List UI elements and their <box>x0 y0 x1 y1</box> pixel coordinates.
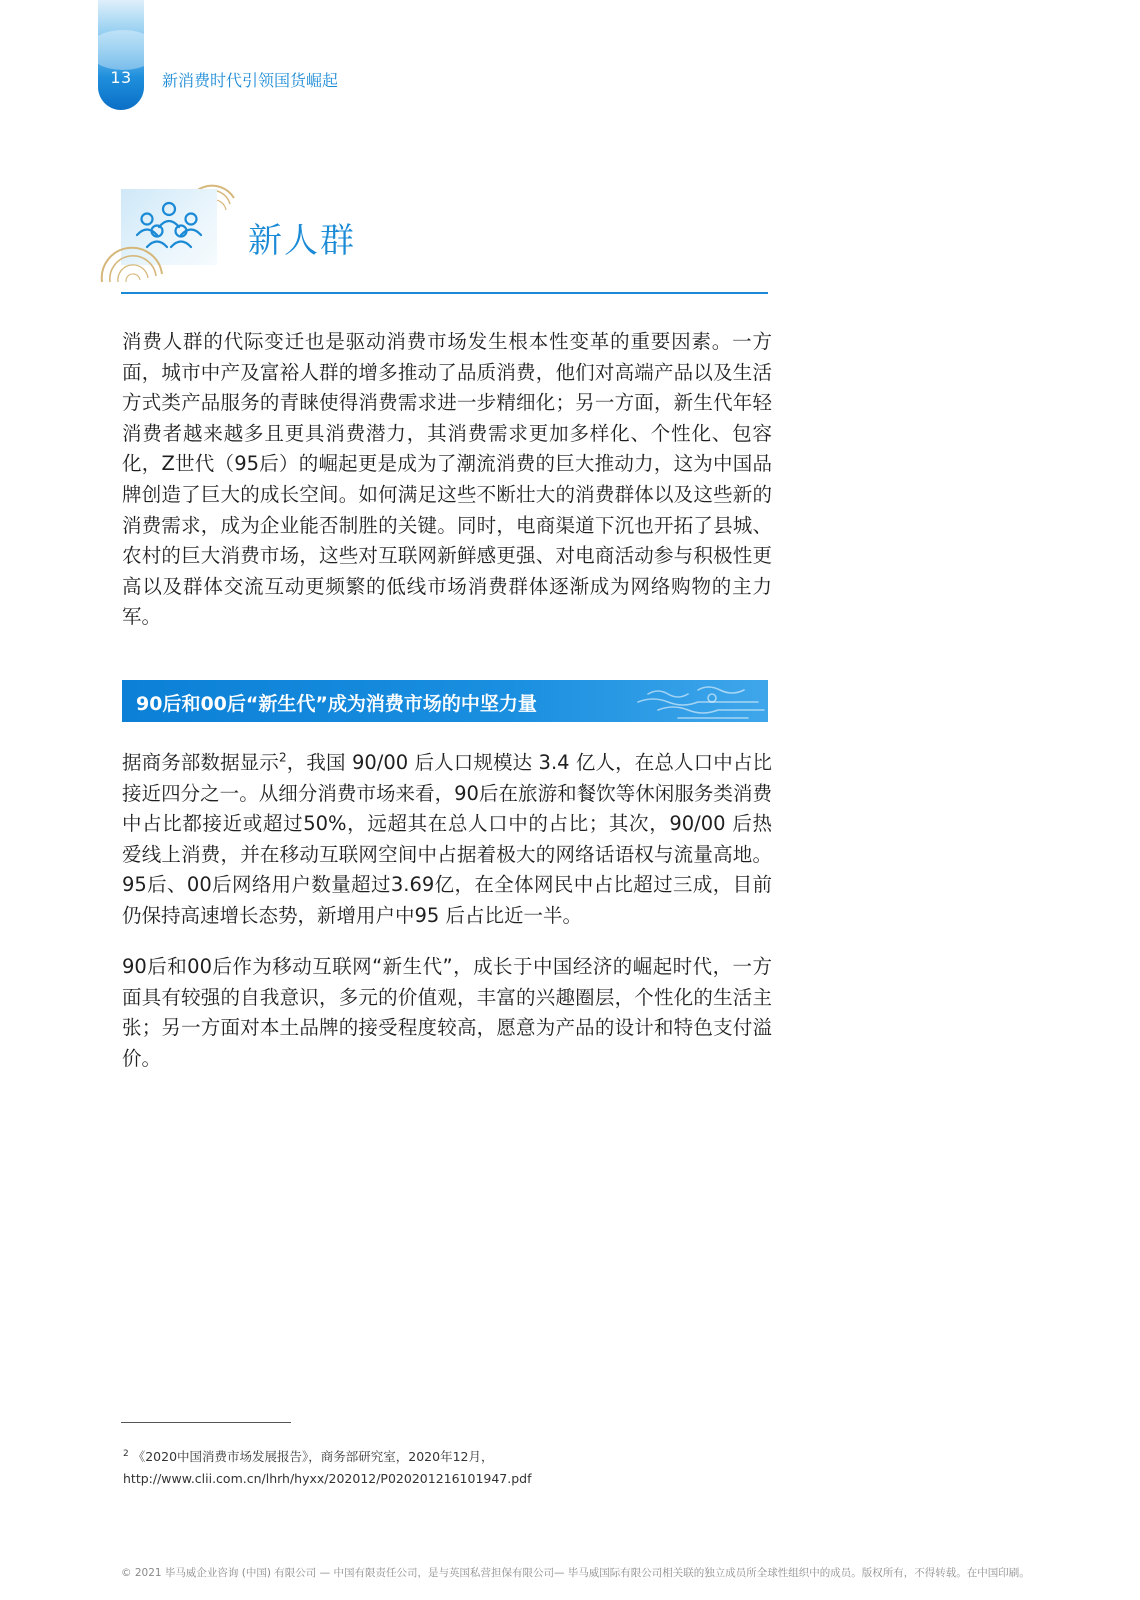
tab-wave-decoration <box>98 30 144 70</box>
footnote-marker: 2 <box>123 1449 129 1459</box>
footnote-line-1 <box>123 1443 823 1468</box>
gold-arc-decoration-bottom <box>98 244 168 284</box>
page-number: 13 <box>110 68 132 87</box>
subheading-bar <box>122 680 768 722</box>
subheading-text: 90后和00后“新生代”成为消费市场的中坚力量 <box>136 693 537 715</box>
paragraph-2-lead: 据商务部数据显示 <box>122 751 279 774</box>
footnote-reference: 2 <box>279 750 287 765</box>
footnote <box>123 1443 823 1490</box>
section-divider <box>121 292 768 294</box>
running-title: 新消费时代引领国货崛起 <box>162 71 339 90</box>
body-paragraph-3: 90后和00后作为移动互联网“新生代”，成长于中国经济的崛起时代，一方面具有较强的自我意识，多元的价值观，丰富的兴趣圈层，个性化的生活主张；另一方面对本土品牌的接受程度较高，愿意为产品的设计和特色支付溢价。 <box>122 955 772 1070</box>
cloud-wave-decoration <box>628 680 768 722</box>
footnote-citation: 《2020中国消费市场发展报告》，商务部研究室，2020年12月， <box>132 1449 494 1465</box>
footnote-url[interactable]: http://www.clii.com.cn/lhrh/hyxx/202012/P020201216101947.pdf <box>123 1471 532 1487</box>
footnote-divider <box>121 1422 291 1423</box>
paragraph-2-rest: ，我国 90/00 后人口规模达 3.4 亿人，在总人口中占比接近四分之一。从细分消费市场来看，90后在旅游和餐饮等休闲服务类消费中占比都接近或超过50%，远超其在总人口中的占比；其次，90/00 后热爱线上消费，并在移动互联网空间中占据着极大的网络话语权与流量高地。95后、00后网络用户数量超过3.69亿，在全体网民中占比超过三成，目前仍保持高速增长态势，新增用户中95 后占比近一半。 <box>122 751 772 927</box>
page-number-tab <box>98 0 144 110</box>
copyright-notice: © 2021 毕马威企业咨询 (中国) 有限公司 — 中国有限责任公司，是与英国私营担保有限公司— 毕马威国际有限公司相关联的独立成员所全球性组织中的成员。版权所有，不得转载。在中国印刷。 <box>121 1567 1030 1579</box>
body-paragraph-1: 消费人群的代际变迁也是驱动消费市场发生根本性变革的重要因素。一方面，城市中产及富裕人群的增多推动了品质消费，他们对高端产品以及生活方式类产品服务的青睐使得消费需求进一步精细化；另一方面，新生代年轻消费者越来越多且更具消费潜力，其消费需求更加多样化、个性化、包容化，Z世代（95后）的崛起更是成为了潮流消费的巨大推动力，这为中国品牌创造了巨大的成长空间。如何满足这些不断壮大的消费群体以及这些新的消费需求，成为企业能否制胜的关键。同时，电商渠道下沉也开拓了县城、农村的巨大消费市场，这些对互联网新鲜感更强、对电商活动参与积极性更高以及群体交流互动更频繁的低线市场消费群体逐渐成为网络购物的主力军。 <box>122 330 772 629</box>
body-paragraph-2 <box>122 748 772 932</box>
section-title: 新人群 <box>248 221 356 261</box>
